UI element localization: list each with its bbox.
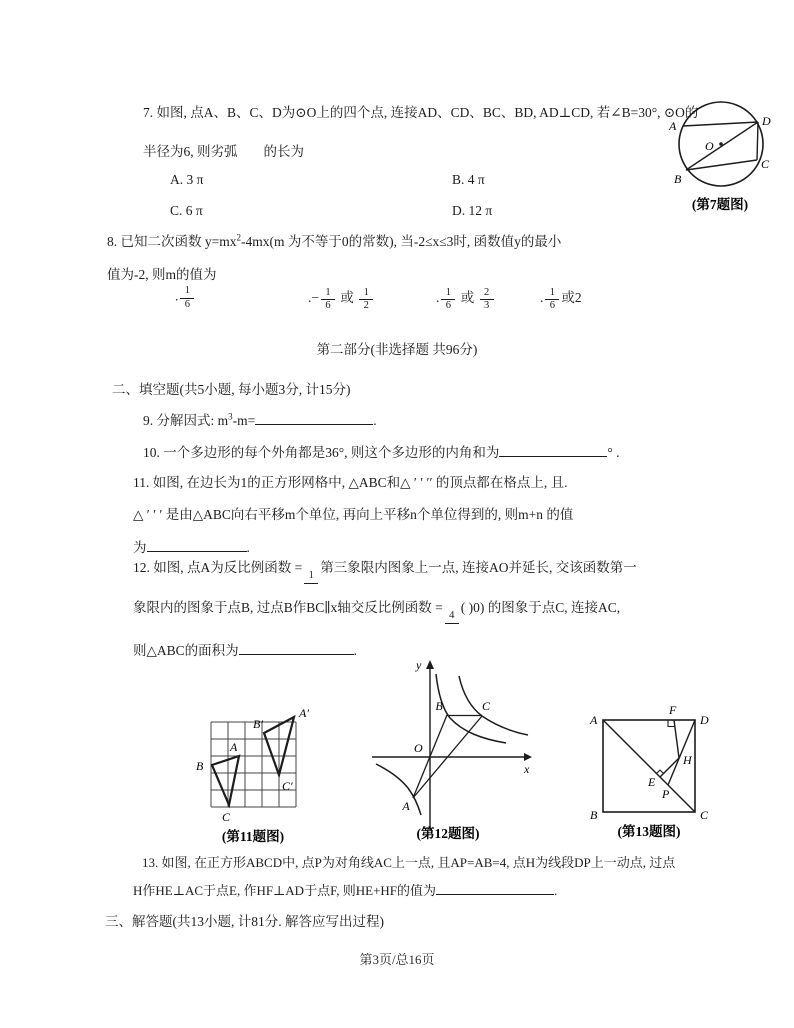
q8-line1-b: -4mx(m 为不等于0的常数), 当-2≤x≤3时, 函数值y的最小 <box>241 234 562 249</box>
q10-pre: 10. 一个多边形的每个外角都是36°, 则这个多边形的内角和为 <box>143 445 500 460</box>
q7-option-c: C. 6 π <box>170 203 203 218</box>
answer-blank <box>239 641 354 655</box>
option-dot: . <box>540 290 544 305</box>
grid-figure <box>193 695 333 847</box>
label-d: D <box>762 114 771 128</box>
label-y-axis: y <box>416 658 422 672</box>
q9-line <box>143 409 377 429</box>
label-o: O <box>705 139 714 153</box>
center-dot <box>719 142 723 146</box>
q12-figure <box>360 652 538 848</box>
q11-line2: △ ′ ′ ′ 是由△ABC向右平移m个单位, 再向上平移n个单位得到的, 则m+n 的值 <box>133 507 574 522</box>
q8-line2: 值为-2, 则m的值为 <box>107 267 217 282</box>
q13-line2-a: H作HE⊥AC于点E, 作HF⊥AD于点F, 则HE+HF的值为 <box>133 883 437 898</box>
q12-line2-b: ( )0) 的图象于点C, 连接AC, <box>460 600 621 615</box>
option-dot: . <box>175 288 179 304</box>
q12-line3-b: . <box>353 643 358 658</box>
fraction: $\frac{1}{6}$ <box>441 288 455 312</box>
q7-option-d: D. 12 π <box>452 203 493 218</box>
q11-line3-a: 为 <box>133 540 147 555</box>
q13-line2-b: . <box>554 883 558 898</box>
q10-line <box>143 441 620 461</box>
minus-sign: − <box>311 290 319 305</box>
label-b: B <box>196 759 204 773</box>
q12-line1 <box>133 556 637 595</box>
q13-line2 <box>133 880 557 899</box>
fraction: $\frac{1}{2}$ <box>359 288 373 312</box>
q9-mid: -m= <box>232 413 256 428</box>
part2-header: 第二部分(非选择题 共96分) <box>316 342 478 357</box>
q12-line3-a: 则△ABC的面积为 <box>133 643 239 658</box>
q8-line1 <box>107 230 561 250</box>
fraction: $\frac{1}{6}$ <box>321 288 335 312</box>
q7-line2 <box>143 140 304 160</box>
label-c: C <box>761 157 770 171</box>
label-x-axis: x <box>524 762 530 776</box>
option-dot: . <box>436 290 440 305</box>
q11-line1: 11. 如图, 在边长为1的正方形网格中, △ABC和△ ′ ′ ′′ 的顶点都在格点上, 且. <box>133 475 568 490</box>
q7-option-b: B. 4 π <box>452 172 485 187</box>
label-f: F <box>669 703 677 717</box>
q12-line2 <box>133 596 620 635</box>
graph-figure <box>360 652 538 844</box>
x-axis-arrow <box>524 753 532 761</box>
q7-figure-caption: (第7题图) <box>691 197 749 212</box>
q11-line3 <box>133 536 250 556</box>
q9-pre: 9. 分解因式: m <box>143 413 229 428</box>
or-text: 或 <box>340 290 354 305</box>
label-b: B <box>435 699 443 713</box>
label-a: A <box>669 119 677 133</box>
q7-figure <box>650 92 794 218</box>
fraction: $\frac{1}{6}$ <box>180 286 194 310</box>
right-angle-mark-e <box>657 770 664 774</box>
q9-exponent: 3 <box>228 411 233 422</box>
answer-blank <box>436 881 554 895</box>
q13-figure <box>585 700 735 846</box>
circle-figure <box>650 92 794 214</box>
label-p: P <box>662 787 670 801</box>
q10-end: ° . <box>607 445 620 460</box>
page-footer: 第3页/总16页 <box>359 952 435 967</box>
section3-header: 三、解答题(共13小题, 计81分. 解答应写出过程) <box>105 914 384 929</box>
q11-figure-caption: (第11题图) <box>221 829 285 844</box>
label-c: C <box>481 699 491 713</box>
y-axis-arrow <box>426 660 434 669</box>
q8-line1-a: 8. 已知二次函数 y=mx <box>107 234 237 249</box>
q12-figure-caption: (第12题图) <box>416 826 480 841</box>
q8-option-2 <box>308 286 375 312</box>
q11-figure <box>193 695 333 851</box>
q12-line1-b: 第三象限内图象上一点, 连接AO并延长, 交该函数第一 <box>320 560 637 575</box>
option-dot: . <box>308 290 312 305</box>
q9-end: . <box>373 413 377 428</box>
label-a: A <box>590 713 598 727</box>
q7-option-a: A. 3 π <box>170 172 204 187</box>
fraction: 4 <box>445 611 459 635</box>
section2-header: 二、填空题(共5小题, 每小题3分, 计15分) <box>112 382 351 397</box>
label-c: C <box>700 808 709 822</box>
q13-figure-caption: (第13题图) <box>617 824 681 839</box>
label-a: A <box>230 740 238 754</box>
answer-blank <box>147 538 247 552</box>
q13-line1: 13. 如图, 在正方形ABCD中, 点P为对角线AC上一点, 且AP=AB=4, 点H为线段DP上一动点, 过点 <box>142 855 676 870</box>
label-a: A <box>402 799 410 813</box>
q12-line3 <box>133 639 357 659</box>
label-b: B <box>590 808 598 822</box>
answer-blank <box>499 443 607 457</box>
square-figure <box>585 700 735 842</box>
answer-blank <box>255 411 373 425</box>
or-text: 或2 <box>561 290 582 305</box>
q8-exponent: 2 <box>236 232 241 243</box>
q11-line3-b: . <box>246 540 250 555</box>
q7-line2-a: 半径为6, 则劣弧 <box>143 144 238 159</box>
q12-line2-a: 象限内的图象于点B, 过点B作BC∥x轴交反比例函数 = <box>133 600 443 615</box>
label-b-prime: B′ <box>253 717 263 731</box>
label-e: E <box>648 775 656 789</box>
q8-option-1 <box>175 286 196 310</box>
q12-line1-a: 12. 如图, 点A为反比例函数 = <box>133 560 303 575</box>
q7-line1: 7. 如图, 点A、B、C、D为⊙O上的四个点, 连接AD、CD、BC、BD, AD⊥CD, 若∠B=30°, ⊙O的 <box>143 105 699 120</box>
label-b: B <box>674 172 682 186</box>
label-a-prime: A′ <box>299 706 309 720</box>
or-text: 或 <box>460 290 475 305</box>
fraction: 1 <box>304 571 318 595</box>
q8-option-4 <box>540 286 582 312</box>
fraction: $\frac{1}{6}$ <box>545 288 559 312</box>
q7-line2-b: 的长为 <box>263 144 304 159</box>
q8-option-3 <box>436 286 496 312</box>
label-c-prime: C′ <box>282 779 293 793</box>
label-c: C <box>222 810 231 824</box>
label-origin: O <box>414 741 423 755</box>
label-d: D <box>700 713 709 727</box>
fraction: $\frac{2}{3}$ <box>480 288 494 312</box>
label-h: H <box>683 753 692 767</box>
